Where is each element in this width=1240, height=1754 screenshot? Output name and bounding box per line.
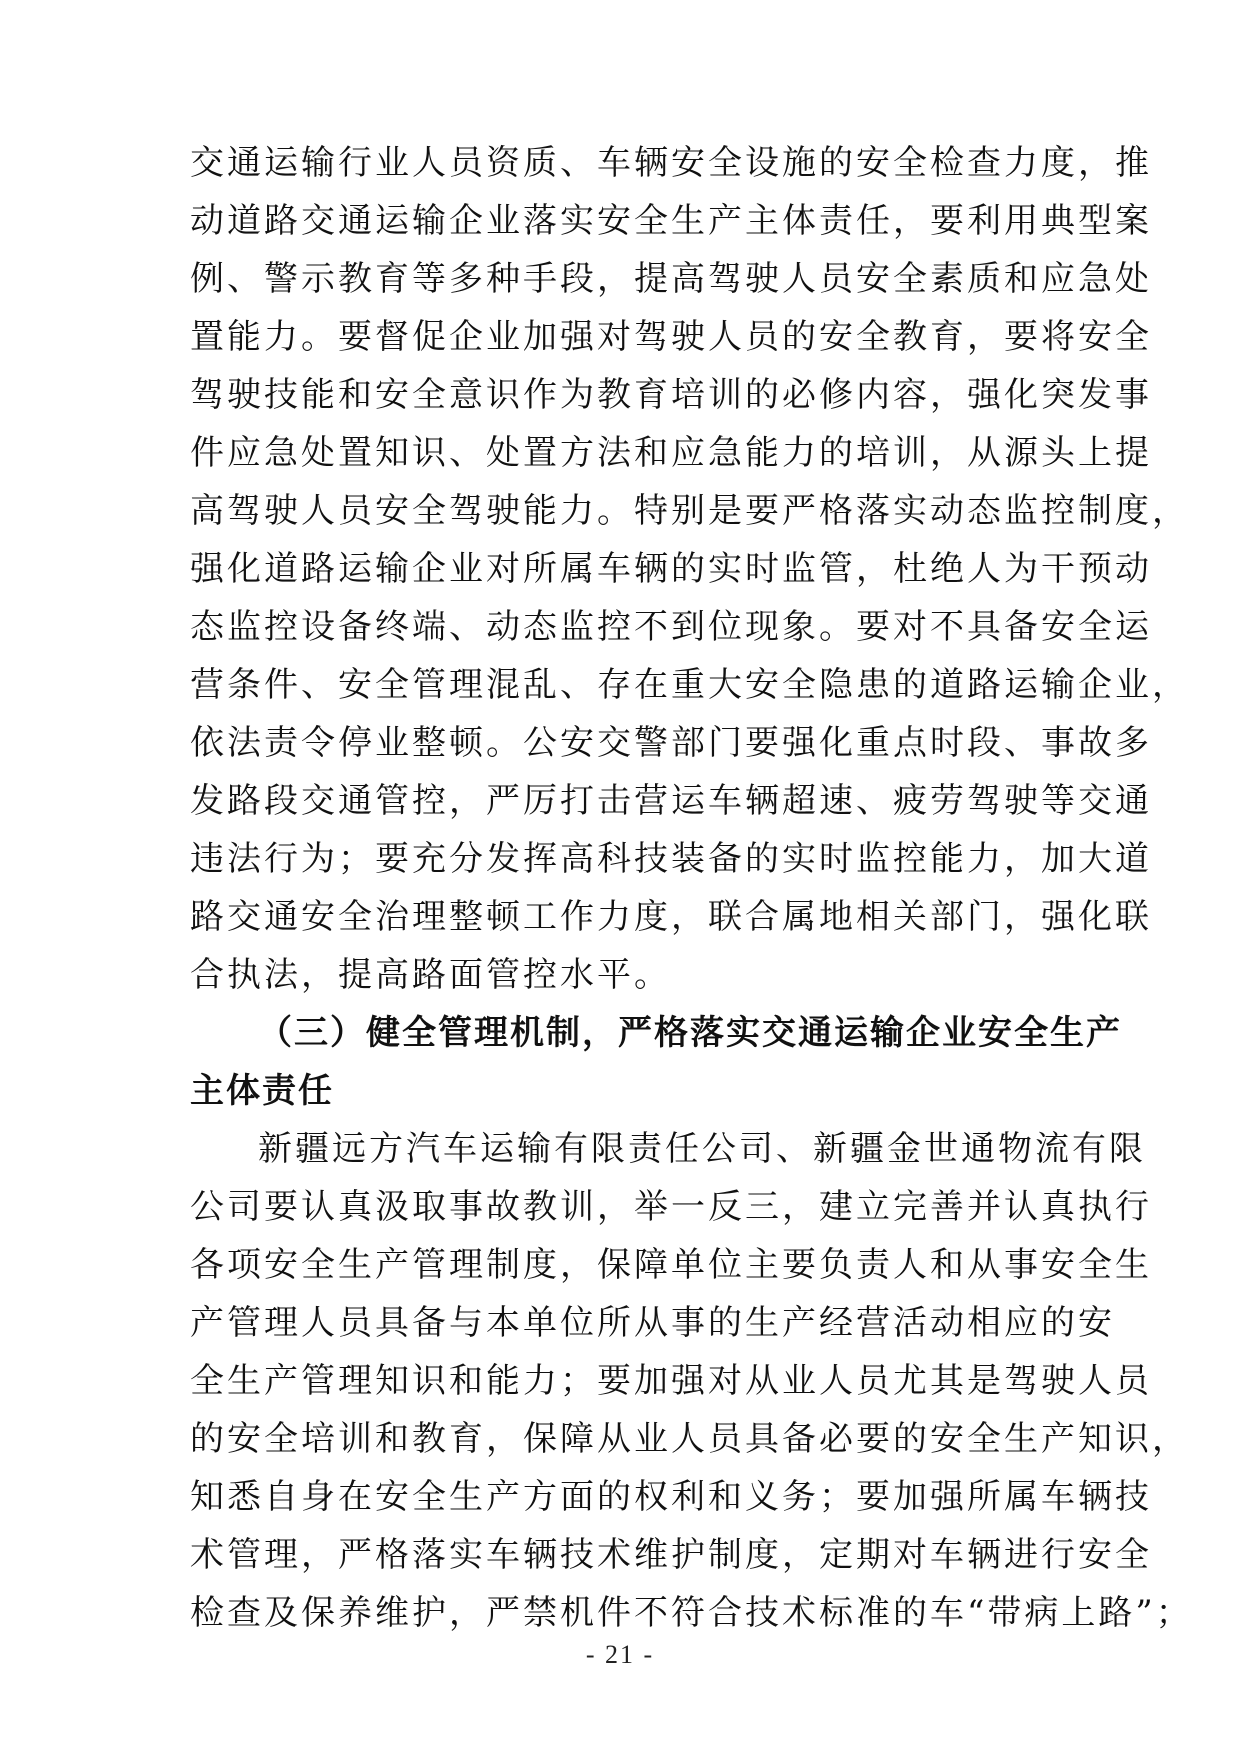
text-line: 态监控设备终端、动态监控不到位现象。要对不具备安全运 — [190, 607, 1152, 647]
text-line: 营条件、安全管理混乱、存在重大安全隐患的道路运输企业， — [190, 665, 1189, 705]
text-line: 驾驶技能和安全意识作为教育培训的必修内容，强化突发事 — [190, 375, 1152, 415]
text-line: 发路段交通管控，严厉打击营运车辆超速、疲劳驾驶等交通 — [190, 781, 1152, 821]
text-line: 依法责令停业整顿。公安交警部门要强化重点时段、事故多 — [190, 723, 1152, 763]
text-line: 公司要认真汲取事故教训，举一反三，建立完善并认真执行 — [190, 1187, 1152, 1227]
text-line: 件应急处置知识、处置方法和应急能力的培训，从源头上提 — [190, 433, 1152, 473]
text-line: 新疆远方汽车运输有限责任公司、新疆金世通物流有限 — [258, 1129, 1146, 1169]
text-line: 动道路交通运输企业落实安全生产主体责任，要利用典型案 — [190, 201, 1152, 241]
text-line: 违法行为；要充分发挥高科技装备的实时监控能力，加大道 — [190, 839, 1152, 879]
heading-line: 主体责任 — [190, 1071, 334, 1111]
text-line: 路交通安全治理整顿工作力度，联合属地相关部门，强化联 — [190, 897, 1152, 937]
text-line: 的安全培训和教育，保障从业人员具备必要的安全生产知识， — [190, 1419, 1189, 1459]
text-line: 产管理人员具备与本单位所从事的生产经营活动相应的安 — [190, 1303, 1115, 1343]
text-line: 全生产管理知识和能力；要加强对从业人员尤其是驾驶人员 — [190, 1361, 1152, 1401]
text-line: 例、警示教育等多种手段，提高驾驶人员安全素质和应急处 — [190, 259, 1152, 299]
text-line: 检查及保养维护，严禁机件不符合技术标准的车“带病上路”； — [190, 1593, 1193, 1633]
page-number: - 21 - — [585, 1640, 655, 1669]
heading-line: （三）健全管理机制，严格落实交通运输企业安全生产 — [258, 1013, 1122, 1053]
text-line: 高驾驶人员安全驾驶能力。特别是要严格落实动态监控制度， — [190, 491, 1189, 531]
text-line: 知悉自身在安全生产方面的权利和义务；要加强所属车辆技 — [190, 1477, 1152, 1517]
text-line: 强化道路运输企业对所属车辆的实时监管，杜绝人为干预动 — [190, 549, 1152, 589]
text-line: 合执法，提高路面管控水平。 — [190, 955, 671, 995]
text-line: 各项安全生产管理制度，保障单位主要负责人和从事安全生 — [190, 1245, 1152, 1285]
text-line: 置能力。要督促企业加强对驾驶人员的安全教育，要将安全 — [190, 317, 1152, 357]
text-line: 交通运输行业人员资质、车辆安全设施的安全检查力度，推 — [190, 143, 1152, 183]
text-line: 术管理，严格落实车辆技术维护制度，定期对车辆进行安全 — [190, 1535, 1152, 1575]
